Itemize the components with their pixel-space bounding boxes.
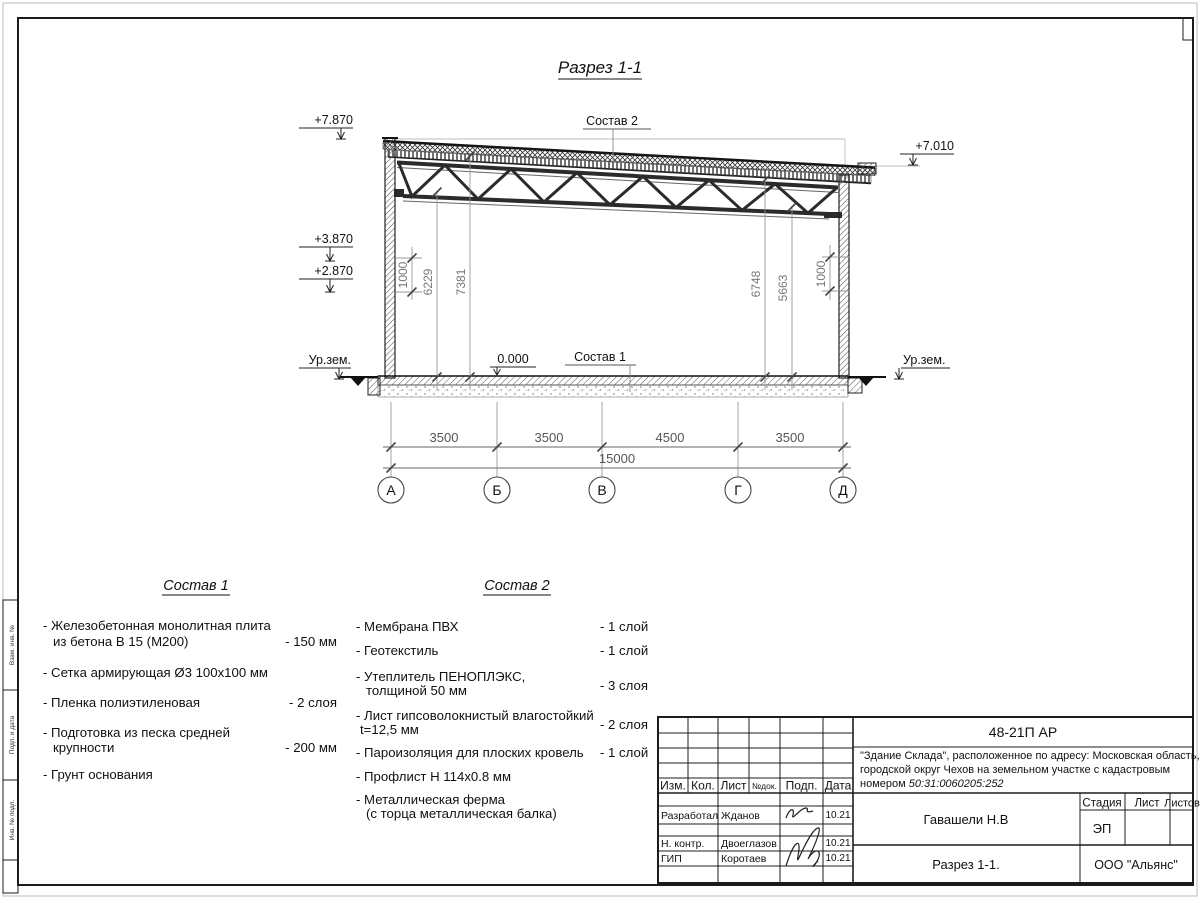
floor-slab bbox=[340, 376, 886, 397]
stage-value: ЭП bbox=[1092, 821, 1112, 836]
svg-text:+7.870: +7.870 bbox=[314, 113, 353, 127]
svg-text:- 150 мм: - 150 мм bbox=[285, 634, 337, 649]
sheet-label: Лист bbox=[1134, 797, 1160, 810]
dim-6229: 6229 bbox=[421, 268, 435, 296]
svg-text:- Пленка полиэтиленовая: - Пленка полиэтиленовая bbox=[43, 695, 200, 710]
approver-name: Гавашели Н.В bbox=[923, 812, 1009, 827]
svg-text:Ур.зем.: Ур.зем. bbox=[308, 353, 351, 367]
svg-text:- Лист гипсоволокнистый влагос: - Лист гипсоволокнистый влагостойкий bbox=[356, 708, 594, 723]
right-wall bbox=[839, 175, 849, 378]
svg-text:- 1 слой: - 1 слой bbox=[600, 619, 649, 634]
svg-text:0.000: 0.000 bbox=[497, 352, 529, 366]
elevation-wall-lower bbox=[299, 264, 353, 292]
elevation-floor bbox=[490, 352, 536, 375]
elevation-parapet bbox=[299, 113, 353, 139]
svg-text:- 200 мм: - 200 мм bbox=[285, 740, 337, 755]
axis-a: А bbox=[386, 482, 396, 498]
sand-layer bbox=[378, 385, 848, 397]
svg-text:- Металлическая ферма: - Металлическая ферма bbox=[356, 792, 505, 807]
horizontal-dimensions bbox=[378, 402, 856, 503]
corner-box bbox=[1183, 18, 1193, 40]
project-desc-line1: "Здание Склада", расположенное по адресу: Московская область, bbox=[860, 750, 1200, 762]
svg-text:Ур.зем.: Ур.зем. bbox=[903, 353, 946, 367]
ground-level-right bbox=[894, 353, 950, 379]
svg-text:+3.870: +3.870 bbox=[314, 232, 353, 246]
dim-span-1: 3500 bbox=[429, 430, 459, 445]
row-role: Разработал bbox=[661, 810, 719, 822]
row-date: 10.21 bbox=[825, 810, 851, 821]
row-name: Коротаев bbox=[721, 853, 767, 865]
project-desc-line2: городской округ Чехов на земельном участке с кадастровым bbox=[860, 764, 1171, 776]
svg-text:- 1 слой: - 1 слой bbox=[600, 643, 649, 658]
doc-code: 48-21П АР bbox=[988, 724, 1058, 740]
svg-text:- Железобетонная монолитная п: - Железобетонная монолитная плита bbox=[43, 618, 271, 633]
side-strip-label: Инв. № подл. bbox=[9, 799, 16, 841]
elevation-wall-upper bbox=[299, 232, 353, 261]
company-name: ООО "Альянс" bbox=[1094, 858, 1178, 872]
title-block bbox=[658, 717, 1200, 883]
svg-text:+7.010: +7.010 bbox=[915, 139, 954, 153]
col-kol: Кол. bbox=[691, 778, 715, 793]
dim-total: 15000 bbox=[598, 451, 636, 466]
side-strip-label: Подп. и дата bbox=[9, 715, 16, 755]
svg-text:- 2 слоя: - 2 слоя bbox=[600, 717, 648, 732]
axis-d: Д bbox=[838, 482, 848, 498]
dim-6748: 6748 bbox=[749, 270, 763, 298]
svg-text:t=12,5 мм: t=12,5 мм bbox=[360, 722, 419, 737]
svg-text:из бетона В 15 (М200): из бетона В 15 (М200) bbox=[53, 634, 189, 649]
sostav1-title: Состав 1 bbox=[163, 578, 229, 594]
dim-1000-left: 1000 bbox=[396, 261, 410, 289]
svg-text:- Профлист Н 114х0.8 мм: - Профлист Н 114х0.8 мм bbox=[356, 769, 512, 784]
svg-text:- 3 слоя: - 3 слоя bbox=[600, 678, 648, 693]
ground-level-left bbox=[299, 353, 351, 379]
dim-5663: 5663 bbox=[776, 274, 790, 302]
section-view bbox=[340, 138, 920, 397]
svg-text:- Мембрана ПВХ: - Мембрана ПВХ bbox=[356, 619, 459, 634]
project-desc-line3: номером 50:31:0060205:252 bbox=[860, 778, 1004, 790]
axis-g: Г bbox=[734, 482, 742, 498]
svg-text:(с торца металлическая балка): (с торца металлическая балка) bbox=[366, 806, 557, 821]
dim-1000-right: 1000 bbox=[814, 260, 828, 288]
col-podp: Подп. bbox=[785, 778, 818, 793]
row-role: Н. контр. bbox=[661, 838, 705, 850]
row-date: 10.21 bbox=[825, 838, 851, 849]
sostav1-list bbox=[43, 578, 337, 782]
sostav2-list bbox=[356, 578, 648, 821]
sostav2-title: Состав 2 bbox=[484, 578, 550, 594]
col-izm: Изм. bbox=[660, 778, 686, 793]
svg-text:- 1 слой: - 1 слой bbox=[600, 745, 649, 760]
svg-text:крупности: крупности bbox=[53, 740, 115, 755]
left-wall bbox=[385, 138, 395, 378]
svg-text:- Сетка армирующая Ø3 100х100: - Сетка армирующая Ø3 100х100 мм bbox=[43, 665, 268, 680]
dim-span-2: 3500 bbox=[534, 430, 564, 445]
dim-span-4: 3500 bbox=[775, 430, 805, 445]
row-role: ГИП bbox=[661, 853, 682, 865]
row-name: Жданов bbox=[721, 810, 760, 822]
svg-text:Состав 1: Состав 1 bbox=[574, 350, 626, 364]
drawing-name-cell: Разрез 1-1. bbox=[932, 857, 1000, 872]
svg-text:- Пароизоляция для плоских кро: - Пароизоляция для плоских кровель bbox=[356, 745, 584, 760]
dim-span-3: 4500 bbox=[655, 430, 685, 445]
drawing-title: Разрез 1-1 bbox=[557, 58, 643, 77]
col-ndok: №док. bbox=[752, 781, 777, 791]
svg-text:- Подготовка из песка средней: - Подготовка из песка средней bbox=[43, 725, 230, 740]
row-date: 10.21 bbox=[825, 853, 851, 864]
svg-text:- 2 слоя: - 2 слоя bbox=[289, 695, 337, 710]
axis-bubbles bbox=[378, 477, 856, 503]
col-data: Дата bbox=[824, 778, 852, 793]
svg-text:толщиной 50 мм: толщиной 50 мм bbox=[366, 683, 467, 698]
svg-text:Состав 2: Состав 2 bbox=[586, 114, 638, 128]
axis-v: В bbox=[597, 482, 607, 498]
axis-b: Б bbox=[492, 482, 502, 498]
row-name: Двоеглазов bbox=[721, 838, 777, 850]
col-list: Лист bbox=[720, 778, 747, 793]
dim-7381: 7381 bbox=[454, 268, 468, 296]
roof-edge-cap bbox=[858, 163, 876, 174]
svg-text:- Утеплитель ПЕНОПЛЭКС,: - Утеплитель ПЕНОПЛЭКС, bbox=[356, 669, 526, 684]
sheets-label: Листов bbox=[1164, 797, 1200, 810]
svg-text:+2.870: +2.870 bbox=[314, 264, 353, 278]
stage-label: Стадия bbox=[1082, 797, 1122, 810]
elevation-roof-right bbox=[900, 139, 954, 165]
svg-text:- Геотекстиль: - Геотекстиль bbox=[356, 643, 439, 658]
side-strip-label: Взам. инв. № bbox=[9, 624, 16, 666]
svg-text:- Грунт основания: - Грунт основания bbox=[43, 767, 153, 782]
